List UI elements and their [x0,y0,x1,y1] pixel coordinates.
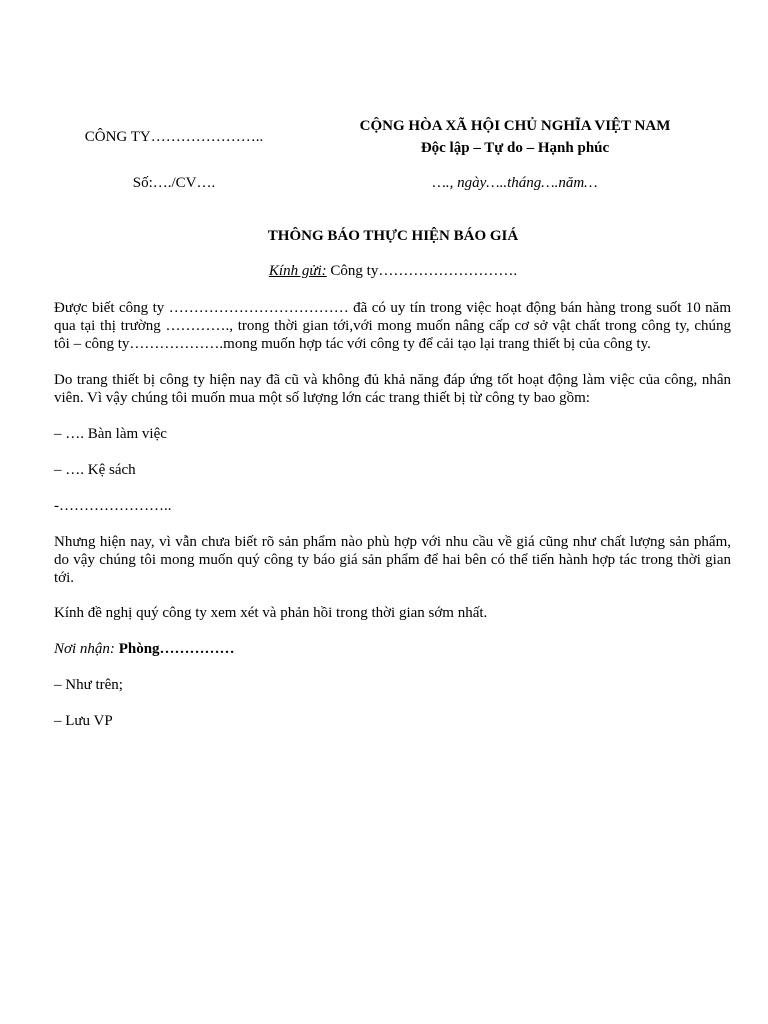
recipient-label: Kính gửi: [268,263,327,279]
receivers-line [54,640,731,658]
receivers-label: Nơi nhận: [54,641,115,657]
nation-title: CỘNG HÒA XÃ HỘI CHỦ NGHĨA VIỆT NAM [359,118,671,134]
motto: Độc lập – Tự do – Hạnh phúc [420,140,610,156]
recipient-value: Công ty………………………. [326,263,518,279]
list-item: – …. Bàn làm việc [54,426,167,442]
recipient-line [0,263,768,280]
document-number: Số:…./CV…. [132,175,216,191]
paragraph-need: Do trang thiết bị công ty hiện nay đã cũ và không đủ khả năng đáp ứng tốt hoạt động làm việc của công, nhân viên. Vì vậy chúng tôi muốn mua một số lượng lớn các trang thiết bị từ công ty bao gồm: [54,372,731,406]
receivers-value: Phòng…………… [118,641,235,657]
company-name: CÔNG TY………………….. [84,129,264,145]
paragraph-request: Nhưng hiện nay, vì vẫn chưa biết rõ sản phẩm nào phù hợp với nhu cầu về giá cũng như chất lượng sản phẩm, do vậy chúng tôi mong muốn quý công ty báo giá sản phẩm để hai bên có thể tiến hành hợp tác trong thời gian tới. [54,534,731,586]
paragraph-intro: Được biết công ty ……………………………… đã có uy tín trong việc hoạt động bán hàng trong suốt 10 năm qua tại thị trường …………., trong thời gian tới,với mong muốn nâng cấp cơ sở vật chất trong công ty, chúng tôi – công ty……………….mong muốn hợp tác với công ty để cải tạo lại trang thiết bị của công ty. [54,300,731,352]
receiver-item: – Lưu VP [54,713,113,729]
paragraph-closing: Kính đề nghị quý công ty xem xét và phản hồi trong thời gian sớm nhất. [54,605,488,621]
document-title: THÔNG BÁO THỰC HIỆN BÁO GIÁ [267,228,519,244]
receiver-item: – Như trên; [54,677,123,693]
document-date: …., ngày…..tháng….năm… [432,175,598,191]
list-item: – …. Kệ sách [54,462,136,478]
list-item: -………………….. [54,498,172,514]
